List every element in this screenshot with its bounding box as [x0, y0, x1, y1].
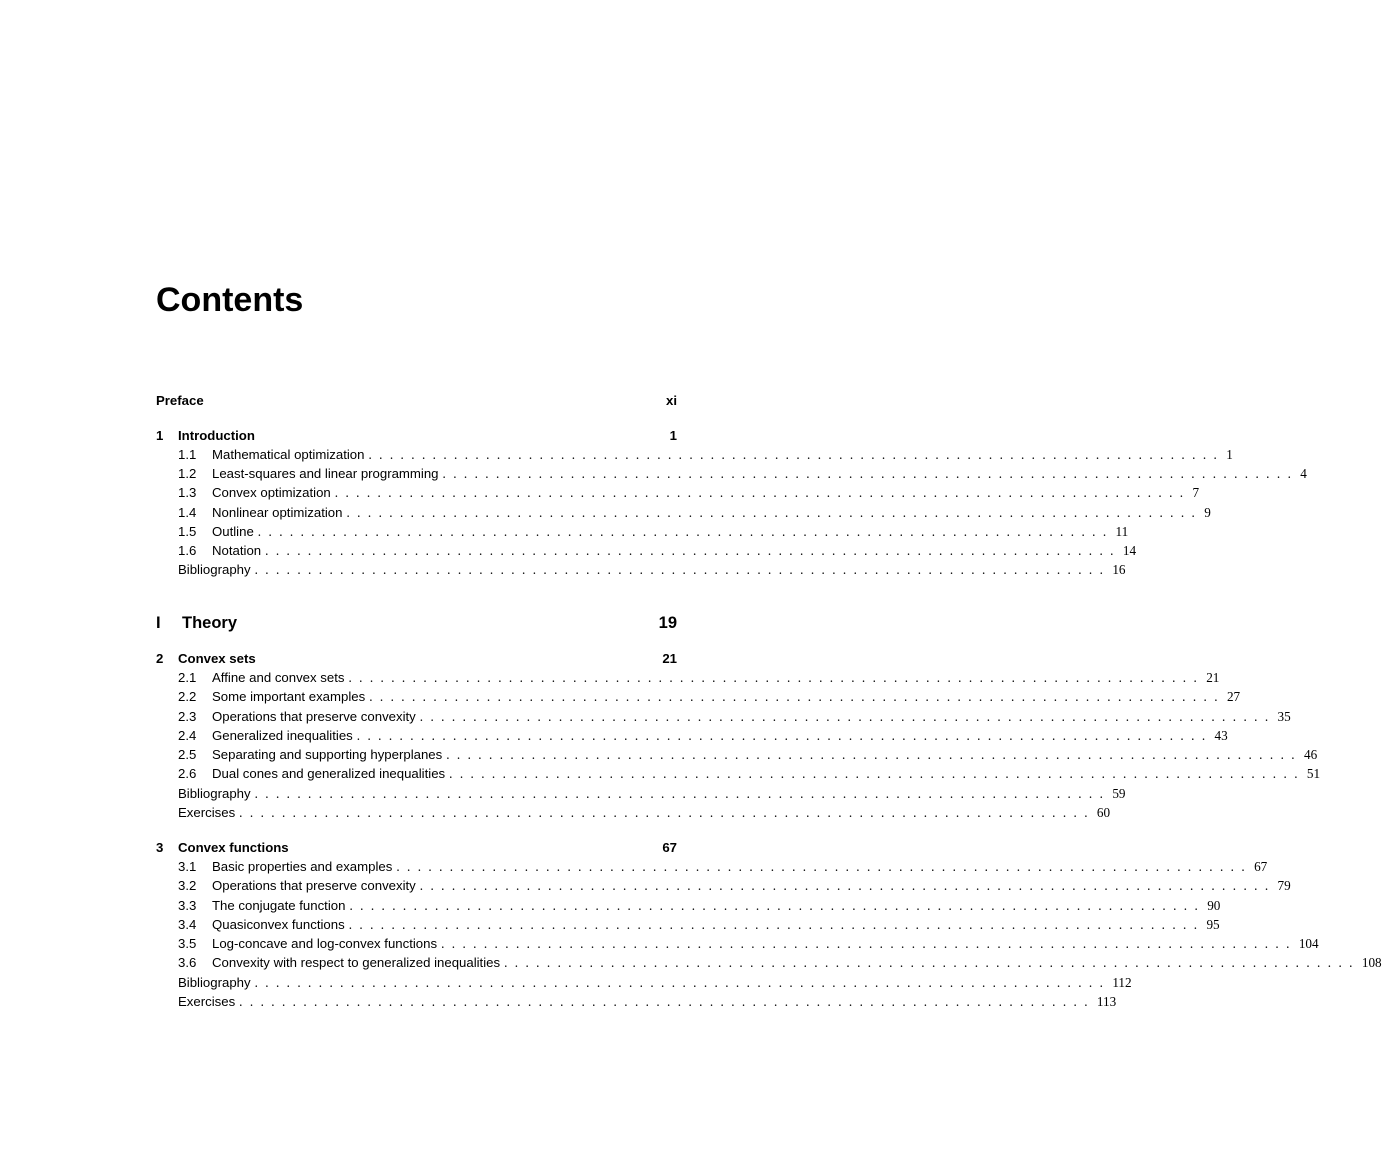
- dot-leader: ................................................................................: [239, 994, 1095, 1009]
- section-page: 11: [1115, 524, 1129, 539]
- section-page: 51: [1306, 766, 1321, 781]
- dot-leader: ................................................................................: [254, 786, 1111, 801]
- toc-entry-preface[interactable]: [156, 391, 677, 411]
- entry-title: Bibliography: [178, 562, 251, 577]
- section-title: Convex optimization: [212, 485, 331, 500]
- toc-section[interactable]: [156, 726, 1228, 746]
- toc-section[interactable]: [156, 745, 1318, 765]
- section-page: 104: [1298, 936, 1319, 951]
- section-number: 2.2: [178, 689, 197, 704]
- chapter-page: 21: [662, 651, 677, 666]
- toc-section[interactable]: [156, 764, 1321, 784]
- section-title: Operations that preserve convexity: [212, 709, 416, 724]
- chapter-number: 1: [156, 428, 164, 443]
- toc-chapter-2[interactable]: [156, 649, 677, 669]
- entry-page: 60: [1096, 805, 1111, 820]
- toc-section[interactable]: [156, 687, 1241, 707]
- section-title: Least-squares and linear programming: [212, 466, 439, 481]
- chapter-page: 1: [669, 428, 677, 443]
- section-page: 7: [1192, 485, 1200, 500]
- toc-section[interactable]: [156, 541, 1137, 561]
- dot-leader: ................................................................................: [334, 485, 1191, 500]
- part-page: 19: [658, 614, 677, 632]
- section-title: Operations that preserve convexity: [212, 878, 416, 893]
- section-page: 27: [1226, 689, 1241, 704]
- dot-leader: ................................................................................: [396, 859, 1253, 874]
- section-title: Affine and convex sets: [212, 670, 345, 685]
- section-title: Generalized inequalities: [212, 728, 353, 743]
- page-title: Contents: [156, 281, 304, 319]
- section-title: Separating and supporting hyperplanes: [212, 747, 443, 762]
- dot-leader: ................................................................................: [356, 728, 1213, 743]
- section-title: The conjugate function: [212, 898, 346, 913]
- dot-leader: ................................................................................: [419, 878, 1276, 893]
- section-number: 3.4: [178, 917, 197, 932]
- toc-section[interactable]: [156, 445, 1233, 465]
- section-title: Basic properties and examples: [212, 859, 393, 874]
- toc-section[interactable]: [156, 522, 1129, 542]
- entry-title: Bibliography: [178, 786, 251, 801]
- toc-section[interactable]: [156, 953, 1382, 973]
- section-number: 2.3: [178, 709, 197, 724]
- dot-leader: ................................................................................: [349, 898, 1206, 913]
- section-number: 3.3: [178, 898, 197, 913]
- toc-section[interactable]: [156, 934, 1319, 954]
- toc-section[interactable]: [156, 707, 1291, 727]
- toc-section[interactable]: [156, 876, 1291, 896]
- section-title: Nonlinear optimization: [212, 505, 343, 520]
- toc-exercises[interactable]: [156, 992, 1117, 1012]
- toc-chapter-1[interactable]: [156, 426, 677, 446]
- section-page: 14: [1122, 543, 1137, 558]
- entry-page: 112: [1112, 975, 1132, 990]
- dot-leader: ................................................................................: [348, 670, 1205, 685]
- dot-leader: ................................................................................: [254, 975, 1111, 990]
- toc-section[interactable]: [156, 483, 1200, 503]
- toc-exercises[interactable]: [156, 803, 1111, 823]
- section-page: 35: [1277, 709, 1291, 724]
- toc-section[interactable]: [156, 896, 1221, 916]
- section-number: 1.4: [178, 505, 197, 520]
- section-title: Mathematical optimization: [212, 447, 365, 462]
- toc-section[interactable]: [156, 464, 1307, 484]
- toc-chapter-3[interactable]: [156, 838, 677, 858]
- section-number: 2.6: [178, 766, 197, 781]
- dot-leader: ................................................................................: [504, 955, 1360, 970]
- section-page: 4: [1300, 466, 1307, 481]
- dot-leader: ................................................................................: [368, 447, 1225, 462]
- section-number: 2.1: [178, 670, 197, 685]
- section-title: Outline: [212, 524, 254, 539]
- section-number: 3.5: [178, 936, 197, 951]
- chapter-title: Introduction: [178, 428, 255, 443]
- chapter-page: 67: [662, 840, 677, 855]
- entry-page: 16: [1112, 562, 1126, 577]
- toc-bibliography[interactable]: [156, 973, 1132, 993]
- entry-title: Exercises: [178, 994, 236, 1009]
- dot-leader: ................................................................................: [346, 505, 1203, 520]
- section-number: 1.2: [178, 466, 197, 481]
- toc-section[interactable]: [156, 668, 1220, 688]
- entry-page: 59: [1112, 786, 1126, 801]
- section-page: 67: [1254, 859, 1268, 874]
- toc-entry-title: Preface: [156, 393, 204, 408]
- toc-bibliography[interactable]: [156, 560, 1126, 580]
- part-number: I: [156, 614, 161, 632]
- dot-leader: ................................................................................: [348, 917, 1205, 932]
- section-page: 108: [1361, 955, 1382, 970]
- toc-section[interactable]: [156, 857, 1268, 877]
- toc-bibliography[interactable]: [156, 784, 1126, 804]
- chapter-number: 3: [156, 840, 164, 855]
- chapter-title: Convex functions: [178, 840, 289, 855]
- part-title: Theory: [182, 614, 238, 632]
- section-title: Log-concave and log-convex functions: [212, 936, 438, 951]
- dot-leader: ................................................................................: [257, 524, 1114, 539]
- section-title: Dual cones and generalized inequalities: [212, 766, 446, 781]
- dot-leader: ................................................................................: [442, 466, 1299, 481]
- section-title: Notation: [212, 543, 262, 558]
- section-page: 21: [1206, 670, 1220, 685]
- toc-section[interactable]: [156, 915, 1220, 935]
- dot-leader: ................................................................................: [446, 747, 1302, 762]
- section-number: 3.2: [178, 878, 197, 893]
- section-page: 43: [1214, 728, 1228, 743]
- chapter-number: 2: [156, 651, 164, 666]
- toc-section[interactable]: [156, 503, 1211, 523]
- section-number: 3.1: [178, 859, 197, 874]
- section-number: 2.5: [178, 747, 197, 762]
- toc-part-1[interactable]: [156, 611, 677, 635]
- dot-leader: ................................................................................: [449, 766, 1305, 781]
- section-page: 46: [1303, 747, 1318, 762]
- section-page: 90: [1207, 898, 1221, 913]
- dot-leader: ................................................................................: [239, 805, 1095, 820]
- entry-page: 113: [1096, 994, 1117, 1009]
- entry-title: Exercises: [178, 805, 236, 820]
- section-page: 1: [1226, 447, 1233, 462]
- section-number: 3.6: [178, 955, 197, 970]
- toc-entry-page: xi: [666, 393, 677, 408]
- section-page: 79: [1277, 878, 1291, 893]
- dot-leader: ................................................................................: [369, 689, 1225, 704]
- dot-leader: ................................................................................: [265, 543, 1121, 558]
- section-number: 1.6: [178, 543, 197, 558]
- section-page: 95: [1206, 917, 1220, 932]
- section-title: Some important examples: [212, 689, 366, 704]
- section-number: 1.1: [178, 447, 197, 462]
- section-title: Convexity with respect to generalized inequalities: [212, 955, 501, 970]
- chapter-title: Convex sets: [178, 651, 256, 666]
- section-number: 1.5: [178, 524, 197, 539]
- dot-leader: ................................................................................: [419, 709, 1276, 724]
- section-number: 1.3: [178, 485, 197, 500]
- entry-title: Bibliography: [178, 975, 251, 990]
- section-page: 9: [1204, 505, 1211, 520]
- section-number: 2.4: [178, 728, 197, 743]
- dot-leader: ................................................................................: [254, 562, 1111, 577]
- dot-leader: ................................................................................: [441, 936, 1297, 951]
- section-title: Quasiconvex functions: [212, 917, 345, 932]
